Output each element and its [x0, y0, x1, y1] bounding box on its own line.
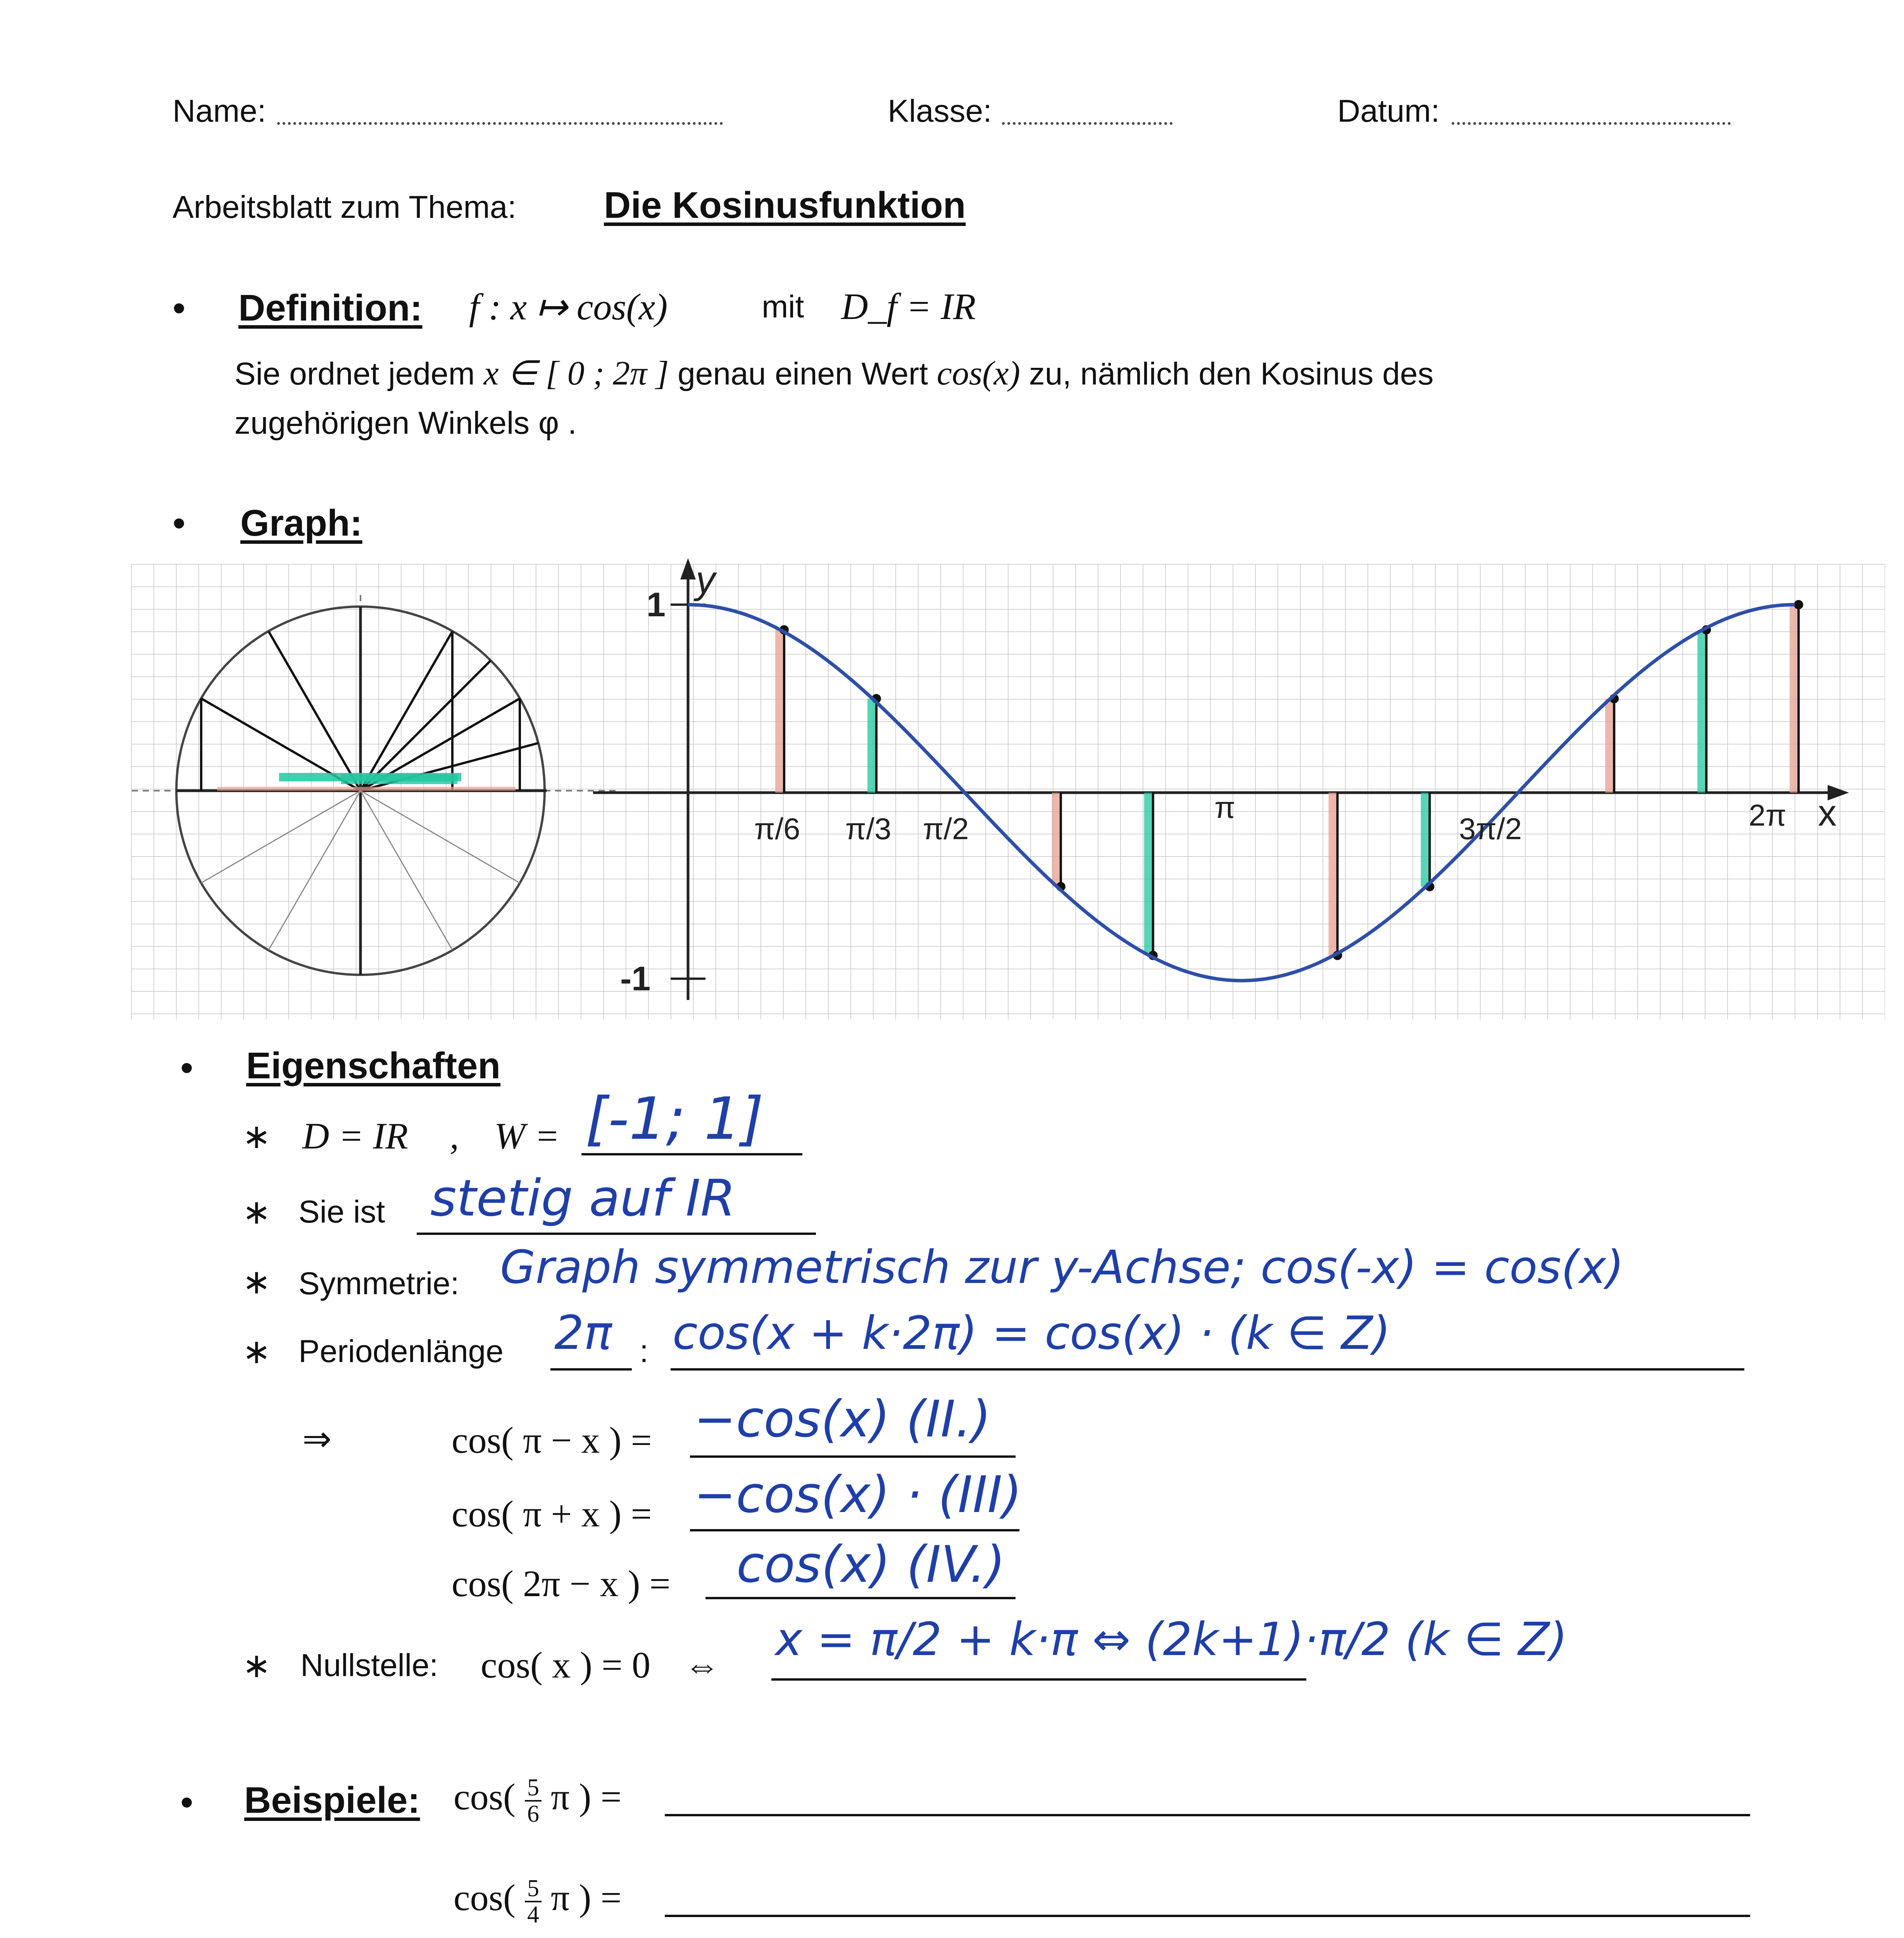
symmetry-value[interactable]: Graph symmetrisch zur y-Achse; cos(-x) = cos(x): [500, 1240, 1624, 1294]
period-blank: [550, 1368, 632, 1371]
eq3-value[interactable]: cos(x) (IV.): [736, 1535, 1005, 1594]
graph-point: [1794, 600, 1803, 609]
eq2-left: cos( π + x ) =: [452, 1493, 652, 1535]
star-bullet: ∗: [242, 1332, 271, 1371]
period-formula[interactable]: cos(x + k·2π) = cos(x) · (k ∈ Z): [673, 1306, 1391, 1360]
name-label: Name:: [172, 93, 266, 129]
cos-x: cos(x): [936, 355, 1020, 392]
range-value[interactable]: [-1; 1]: [585, 1085, 764, 1153]
eq1-blank: [690, 1455, 1016, 1458]
example-1-answer[interactable]: [665, 1814, 1750, 1816]
domain-text: D = IR: [302, 1115, 408, 1157]
frac-num: 5: [525, 1876, 542, 1902]
range-label: W =: [494, 1115, 560, 1157]
x-tick-2pi: 2π: [1749, 798, 1787, 832]
eq1-value[interactable]: −cos(x) (II.): [694, 1390, 991, 1448]
x-axis-label: x: [1818, 792, 1837, 834]
y-tick-1: 1: [647, 585, 666, 624]
definition-mit: mit: [762, 289, 804, 324]
definition-sentence-2: zugehörigen Winkels φ .: [235, 405, 577, 441]
definition-domain: D_f = IR: [841, 286, 976, 327]
comma: ,: [450, 1115, 459, 1157]
properties-heading: Eigenschaften: [246, 1045, 501, 1086]
cos-open: cos(: [454, 1776, 516, 1818]
x-tick-pi-2: π/2: [923, 812, 969, 846]
eq2-blank: [690, 1529, 1019, 1531]
cos-close: π ) =: [550, 1877, 622, 1919]
zero-blank: [771, 1678, 1306, 1681]
examples-heading: Beispiele:: [244, 1779, 420, 1821]
period-label: Periodenlänge: [298, 1334, 504, 1369]
period-value[interactable]: 2π: [554, 1306, 612, 1360]
worksheet-label: Arbeitsblatt zum Thema:: [172, 190, 517, 225]
sentence-part: zu, nämlich den Kosinus des: [1029, 356, 1434, 391]
example-2-answer[interactable]: [665, 1915, 1750, 1917]
sentence-part: Sie ordnet jedem: [235, 356, 475, 391]
definition-heading: Definition:: [238, 287, 423, 329]
date-label: Datum:: [1337, 93, 1440, 129]
cos-close: π ) =: [550, 1776, 622, 1818]
star-bullet: ∗: [242, 1193, 271, 1231]
fraction: [525, 1775, 542, 1826]
frac-den: 6: [527, 1801, 539, 1827]
range-blank: [581, 1153, 802, 1155]
cos-open: cos(: [454, 1877, 516, 1919]
example-1: [454, 1775, 622, 1826]
star-bullet: ∗: [242, 1117, 271, 1155]
frac-den: 4: [527, 1902, 539, 1928]
continuity-label: Sie ist: [298, 1194, 385, 1229]
zero-label: Nullstelle:: [300, 1648, 438, 1683]
continuity-blank: [417, 1233, 816, 1235]
interval-0-2pi: x ∈ [ 0 ; 2π ]: [483, 355, 669, 392]
eq3-left: cos( 2π − x ) =: [452, 1563, 671, 1604]
fraction: [525, 1876, 542, 1927]
eq3-blank: [705, 1597, 1016, 1599]
continuity-value[interactable]: stetig auf IR: [430, 1169, 736, 1228]
symmetry-label: Symmetrie:: [298, 1266, 459, 1301]
x-tick-pi-6: π/6: [754, 812, 800, 846]
worksheet-topic: Die Kosinusfunktion: [604, 184, 966, 226]
sentence-part: genau einen Wert: [678, 356, 928, 391]
x-tick-pi-3: π/3: [845, 812, 892, 846]
implication-arrow: ⇒: [302, 1420, 332, 1459]
zero-equation: cos( x ) = 0: [481, 1644, 651, 1686]
graph-heading: Graph:: [240, 502, 362, 544]
zero-iff: ⇔: [684, 1646, 720, 1685]
bullet: •: [180, 1781, 193, 1823]
period-formula-blank: [671, 1368, 1744, 1371]
x-tick-3pi-2: 3π/2: [1459, 812, 1522, 846]
y-tick-minus-1: -1: [620, 959, 651, 998]
eq1-left: cos( π − x ) =: [452, 1419, 652, 1461]
class-label: Klasse:: [888, 93, 992, 129]
bullet: •: [180, 1047, 193, 1088]
bullet: •: [172, 287, 186, 329]
bullet: •: [172, 502, 186, 544]
star-bullet: ∗: [242, 1262, 271, 1301]
frac-num: 5: [525, 1775, 542, 1802]
example-2: [454, 1876, 622, 1927]
x-tick-pi: π: [1214, 790, 1235, 824]
star-bullet: ∗: [242, 1646, 271, 1685]
definition-formula: f : x ↦ cos(x): [469, 286, 668, 328]
eq2-value[interactable]: −cos(x) · (III): [694, 1465, 1022, 1524]
y-axis-label: y: [696, 558, 715, 602]
period-colon: :: [640, 1334, 648, 1369]
zero-value[interactable]: x = π/2 + k·π ⇔ (2k+1)·π/2 (k ∈ Z): [775, 1612, 1568, 1666]
